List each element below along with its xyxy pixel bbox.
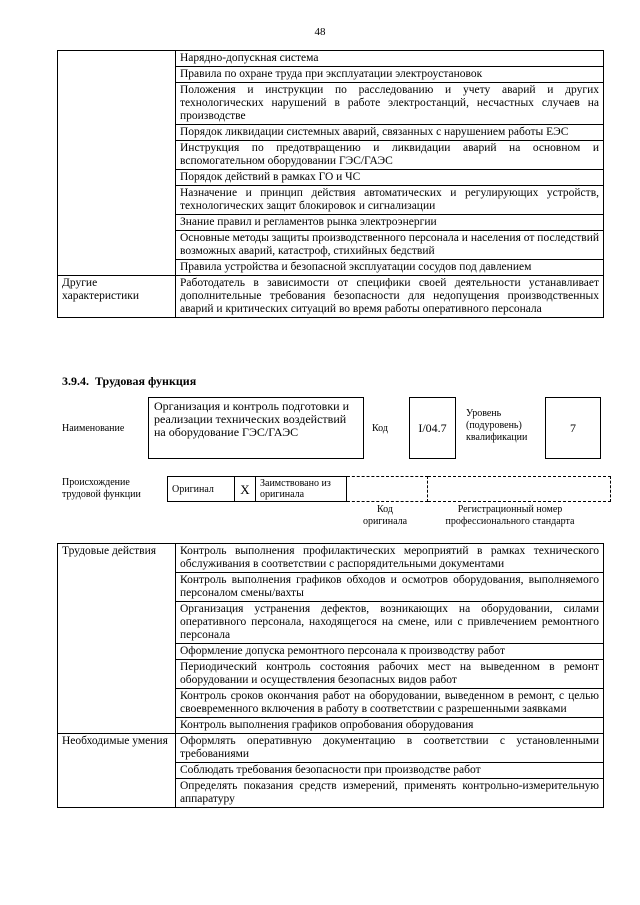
code-label: Код (372, 423, 388, 434)
table-cell: Оформление допуска ремонтного персонала к производству работ (176, 644, 604, 660)
page-number: 48 (314, 26, 326, 38)
name-label: Наименование (62, 423, 125, 434)
section-number: 3.9.4. (62, 374, 89, 388)
function-name: Организация и контроль подготовки и реализации технических воздействий на оборудование ГЭС/ГАЭС (148, 397, 364, 459)
table-cell: Контроль выполнения графиков обходов и осмотров оборудования, выполняемого персоналом смены/вахты (176, 573, 604, 602)
reg-number-cell (428, 477, 611, 502)
table-cell: Порядок ликвидации системных аварий, связанных с нарушением работы ЕЭС (176, 125, 604, 141)
table-cell: Организация устранения дефектов, возникающих на оборудовании, силами оперативного персонала, находящегося на смене, или с привлечением ремонтного персонала (176, 602, 604, 644)
table-cell: Инструкция по предотвращению и ликвидации аварий на основном и вспомогательном оборудовании ГЭС/ГАЭС (176, 141, 604, 170)
row-label (58, 51, 176, 276)
row-label: Необходимые умения (58, 734, 176, 808)
original-mark: X (235, 477, 256, 502)
table-cell: Контроль выполнения графиков опробования оборудования (176, 718, 604, 734)
row-label: Трудовые действия (58, 544, 176, 734)
knowledge-table (57, 50, 604, 318)
row-label: Другие характеристики (58, 276, 176, 318)
table-cell: Работодатель в зависимости от специфики своей деятельности устанавливает дополнительные требования безопасности для недопущения производственных аварий и критических ситуаций во время работы оперативного персонала (176, 276, 604, 318)
original-label: Оригинал (168, 477, 235, 502)
table-row (58, 734, 604, 763)
table-cell: Назначение и принцип действия автоматических и регулирующих устройств, технологических защит блокировок и сигнализации (176, 186, 604, 215)
section-heading (62, 374, 196, 389)
level-label: Уровень (подуровень) квалификации (466, 408, 528, 443)
table-cell: Правила устройства и безопасной эксплуатации сосудов под давлением (176, 260, 604, 276)
table-cell: Порядок действий в рамках ГО и ЧС (176, 170, 604, 186)
origin-table (167, 476, 611, 502)
origin-code-cell (347, 477, 428, 502)
table-cell: Соблюдать требования безопасности при производстве работ (176, 763, 604, 779)
table-cell: Правила по охране труда при эксплуатации электроустановок (176, 67, 604, 83)
origin-code-label: Код оригинала (362, 504, 408, 527)
section-title: Трудовая функция (95, 374, 197, 388)
table-cell: Определять показания средств измерений, применять контрольно-измерительную аппаратуру (176, 779, 604, 808)
table-row (58, 276, 604, 318)
table-row (58, 544, 604, 573)
table-cell: Периодический контроль состояния рабочих мест на выведенном в ремонт оборудовании и осуществления безопасных видов работ (176, 660, 604, 689)
qualification-level: 7 (545, 397, 601, 459)
table-cell: Положения и инструкции по расследованию и учету аварий и других технологических нарушений в работе электростанций, несчастных случаев на производстве (176, 83, 604, 125)
reg-number-label: Регистрационный номер профессионального стандарта (445, 504, 575, 527)
table-cell: Контроль сроков окончания работ на оборудовании, выведенном в ремонт, с целью своевременного включения в работу в соответствии с разрешенными заявками (176, 689, 604, 718)
function-code: I/04.7 (409, 397, 456, 459)
table-row (58, 51, 604, 67)
borrowed-label: Заимствовано из оригинала (256, 477, 347, 502)
table-cell: Нарядно-допускная система (176, 51, 604, 67)
table-cell: Контроль выполнения профилактических мероприятий в рамках технического обслуживания в соответствии с распорядительными документами (176, 544, 604, 573)
table-cell: Знание правил и регламентов рынка электроэнергии (176, 215, 604, 231)
table-cell: Оформлять оперативную документацию в соответствии с установленными требованиями (176, 734, 604, 763)
actions-table (57, 543, 604, 808)
origin-label: Происхождение трудовой функции (62, 477, 141, 500)
table-cell: Основные методы защиты производственного персонала и населения от последствий возможных аварий, катастроф, стихийных бедствий (176, 231, 604, 260)
